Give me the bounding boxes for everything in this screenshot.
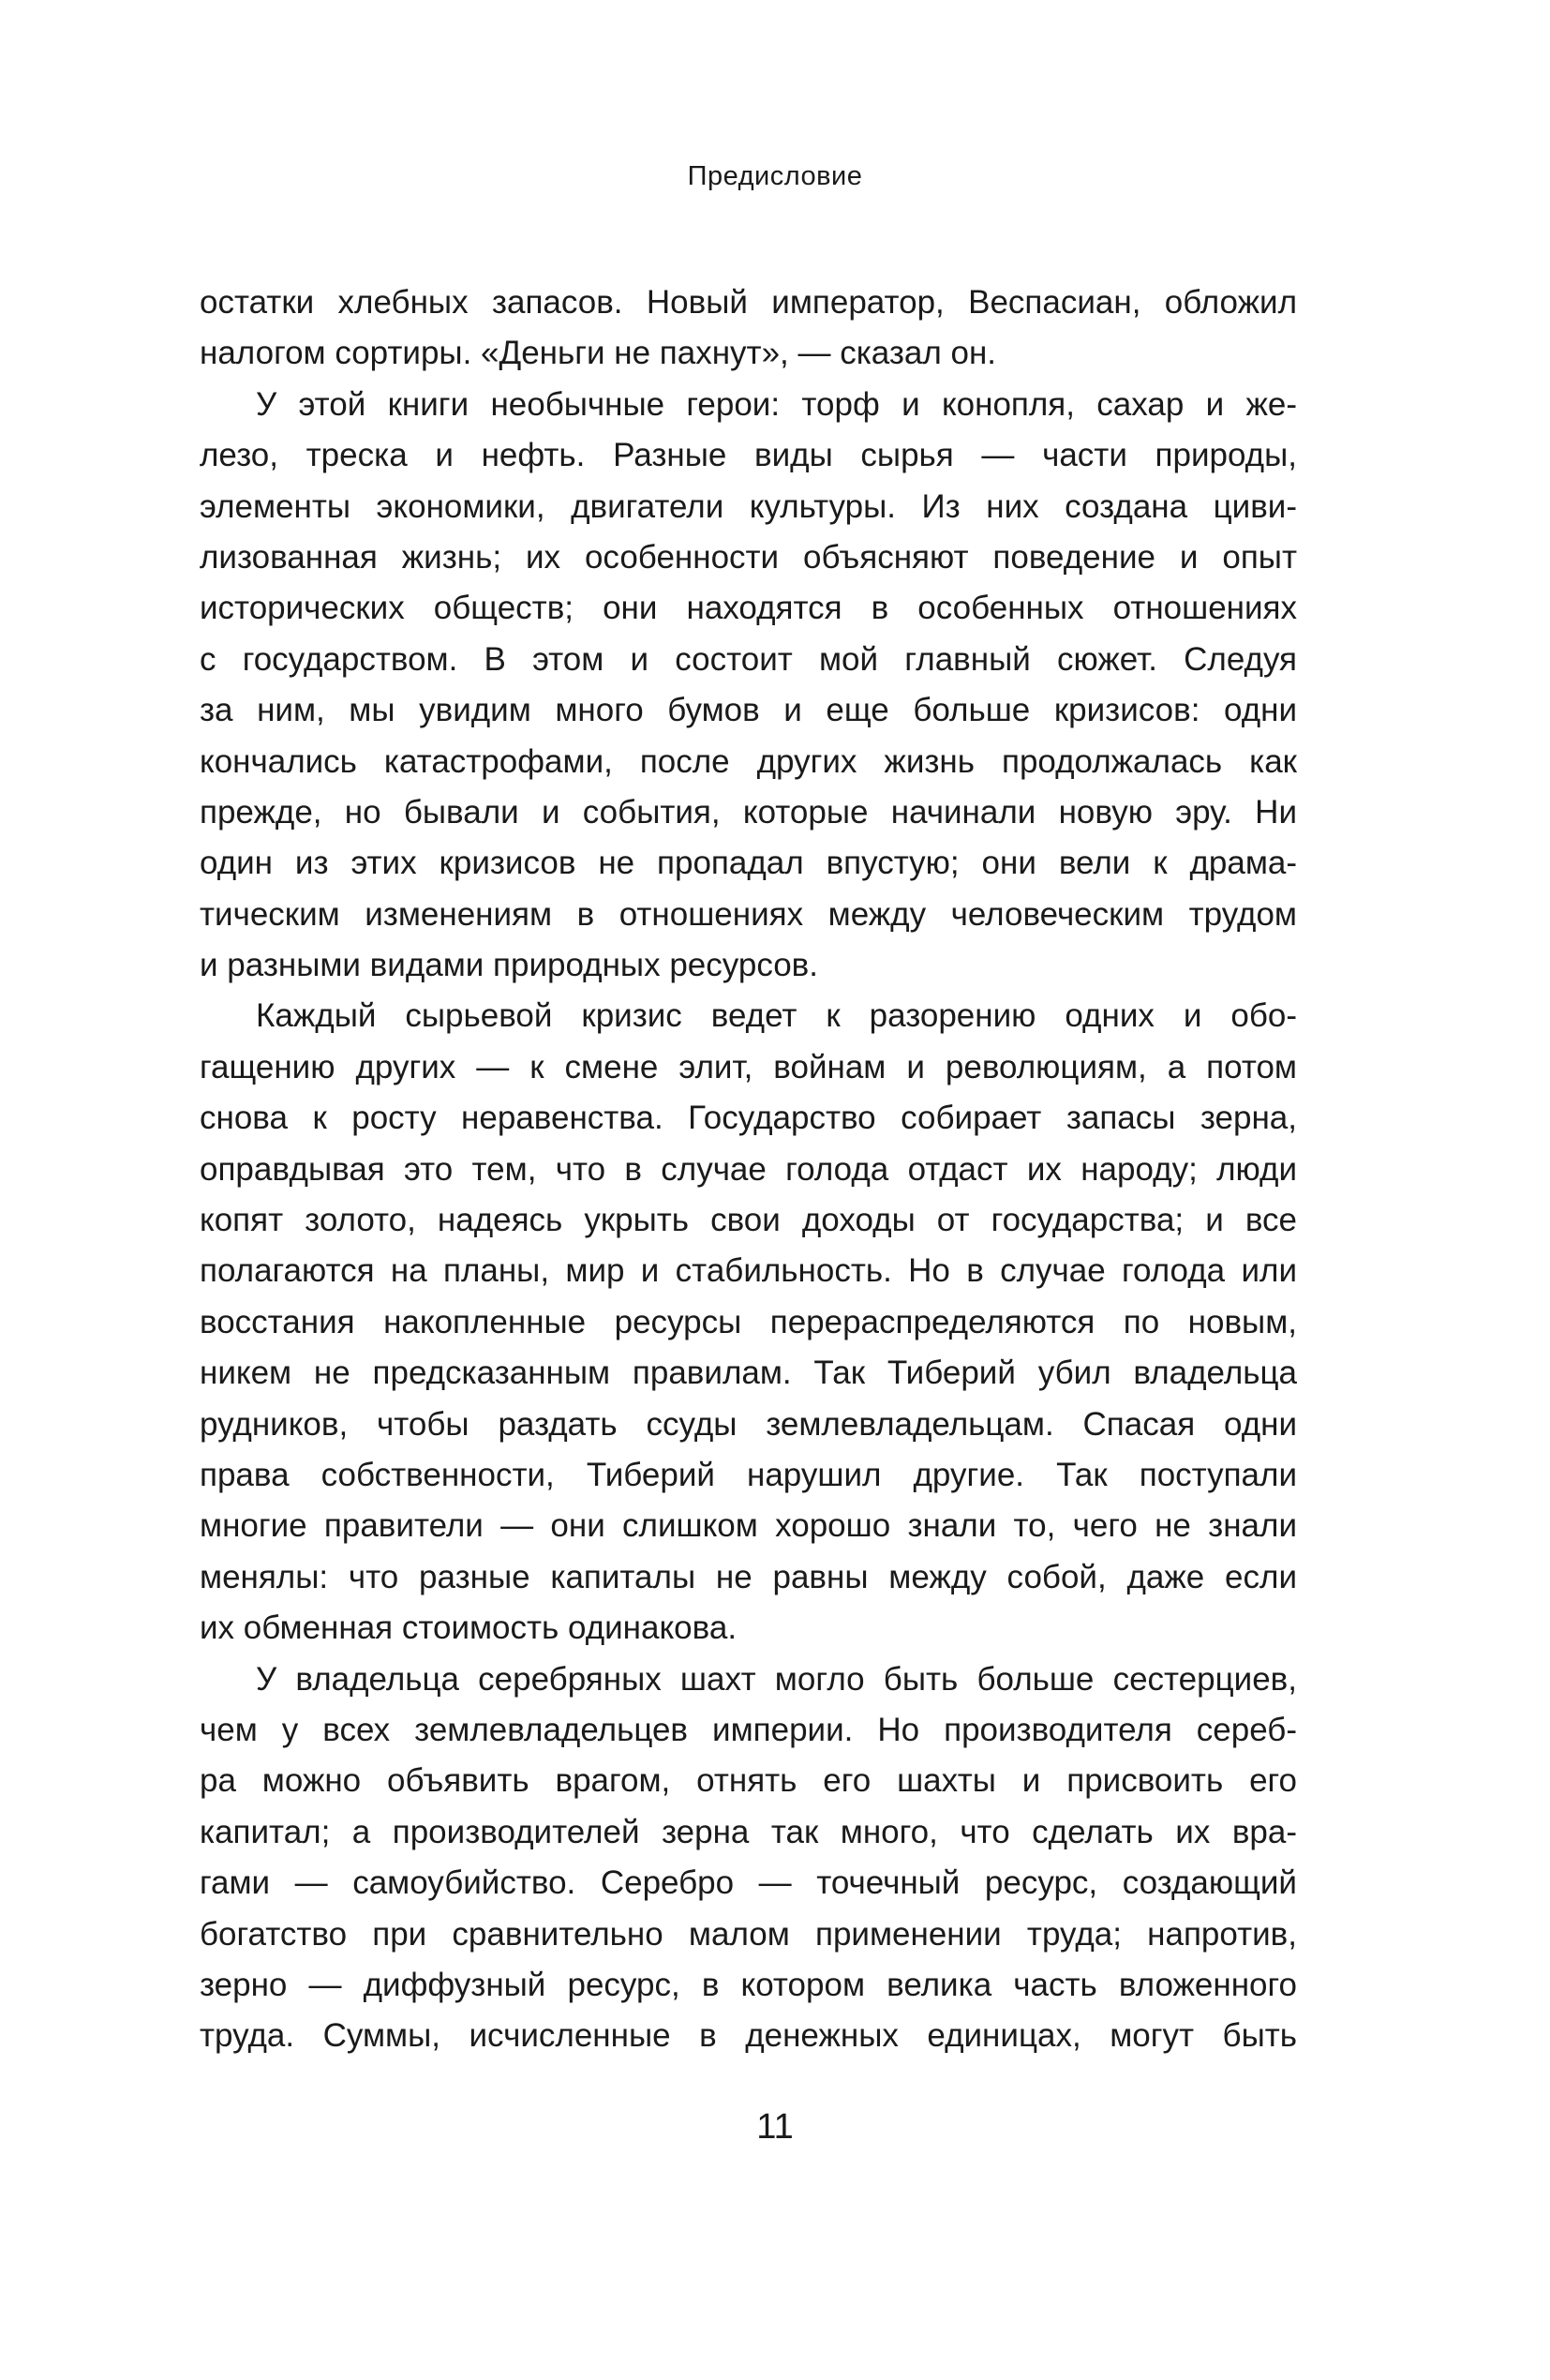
text-line: оправдывая это тем, что в случае голода отдаст их народу; люди	[200, 1150, 1297, 1188]
text-line: копят золото, надеясь укрыть свои доходы от государства; и все	[200, 1202, 1297, 1239]
text-line: У владельца серебряных шахт могло быть больше сестерциев,	[256, 1660, 1297, 1698]
paragraph	[200, 1654, 1297, 2062]
text-line: за ним, мы увидим много бумов и еще больше кризисов: одни	[200, 692, 1297, 729]
text-line: Каждый сырьевой кризис ведет к разорению одних и обо-	[256, 997, 1297, 1035]
text-line: восстания накопленные ресурсы перераспределяются по новым,	[200, 1303, 1297, 1340]
text-line: снова к росту неравенства. Государство собирает запасы зерна,	[200, 1100, 1297, 1137]
text-line: их обменная стоимость одинакова.	[200, 1609, 738, 1647]
text-line: один из этих кризисов не пропадал впустую; они вели к драма-	[200, 845, 1297, 882]
text-line: ра можно объявить врагом, отнять его шахты и присвоить его	[200, 1762, 1297, 1800]
text-line: права собственности, Тиберий нарушил другие. Так поступали	[200, 1456, 1297, 1493]
paragraph	[200, 991, 1297, 1654]
text-line: лезо, треска и нефть. Разные виды сырья — части природы,	[200, 437, 1297, 474]
text-line: многие правители — они слишком хорошо знали то, чего не знали	[200, 1507, 1297, 1545]
text-line: никем не предсказанным правилам. Так Тиберий убил владельца	[200, 1355, 1297, 1392]
running-header: Предисловие	[687, 161, 863, 191]
text-line: прежде, но бывали и события, которые начинали новую эру. Ни	[200, 793, 1297, 831]
text-line: зерно — диффузный ресурс, в котором велика часть вложенного	[200, 1966, 1297, 2003]
text-line: налогом сортиры. «Деньги не пахнут», — сказал он.	[200, 335, 997, 372]
text-line: гами — самоубийство. Серебро — точечный ресурс, создающий	[200, 1864, 1297, 1902]
body-text	[200, 277, 1297, 2062]
text-line: чем у всех землевладельцев империи. Но производителя сереб-	[200, 1711, 1297, 1748]
text-line: лизованная жизнь; их особенности объясняют поведение и опыт	[200, 538, 1297, 576]
text-line: гащению других — к смене элит, войнам и революциям, а потом	[200, 1048, 1297, 1085]
text-line: исторических обществ; они находятся в особенных отношениях	[200, 590, 1297, 627]
text-line: У этой книги необычные герои: торф и конопля, сахар и же-	[256, 385, 1297, 423]
text-line: и разными видами природных ресурсов.	[200, 947, 818, 984]
paragraph	[200, 277, 1297, 380]
text-line: рудников, чтобы раздать ссуды землевладельцам. Спасая одни	[200, 1405, 1297, 1443]
text-line: тическим изменениям в отношениях между человеческим трудом	[200, 895, 1297, 933]
text-line: элементы экономики, двигатели культуры. Из них создана циви-	[200, 487, 1297, 525]
text-line: кончались катастрофами, после других жизнь продолжалась как	[200, 742, 1297, 780]
text-line: с государством. В этом и состоит мой главный сюжет. Следуя	[200, 640, 1297, 678]
text-line: остатки хлебных запасов. Новый император, Веспасиан, обложил	[200, 284, 1297, 321]
text-line: труда. Суммы, исчисленные в денежных единицах, могут быть	[200, 2017, 1297, 2055]
text-line: богатство при сравнительно малом применении труда; напротив,	[200, 1915, 1297, 1953]
paragraph	[200, 380, 1297, 992]
text-line: капитал; а производителей зерна так много, что сделать их вра-	[200, 1813, 1297, 1850]
text-line: менялы: что разные капиталы не равны между собой, даже если	[200, 1558, 1297, 1595]
text-line: полагаются на планы, мир и стабильность. Но в случае голода или	[200, 1252, 1297, 1290]
page-number: 11	[756, 2107, 794, 2147]
